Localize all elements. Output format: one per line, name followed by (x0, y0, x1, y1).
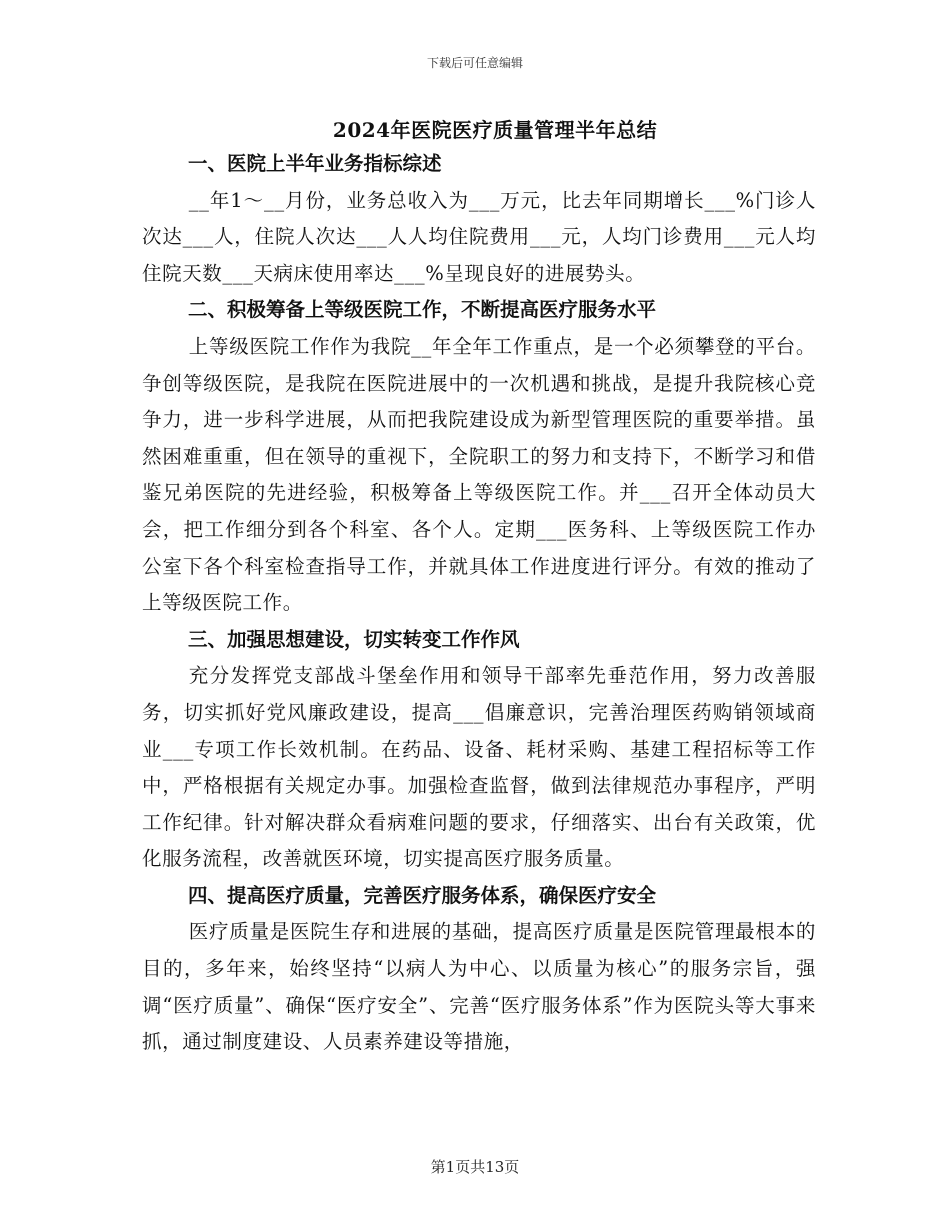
document-title: 2024年医院医疗质量管理半年总结 (332, 118, 658, 142)
section-paragraph-1: __年1～__月份，业务总收入为___万元，比去年同期增长___%门诊人次达___人，住院人次达___人人均住院费用___元，人均门诊费用___元人均住院天数___天病床使用率达___%呈现良好的进展势头。 (142, 188, 816, 285)
header-note: 下载后可任意编辑 (426, 56, 523, 70)
document-body (142, 146, 816, 1061)
section-heading-1: 一、医院上半年业务指标综述 (188, 152, 442, 175)
section-paragraph-2: 上等级医院工作作为我院__年全年工作重点，是一个必须攀登的平台。争创等级医院，是我院在医院进展中的一次机遇和挑战，是提升我院核心竞争力，进一步科学进展，从而把我院建设成为新型管理医院的重要举措。虽然困难重重，但在领导的重视下，全院职工的努力和支持下，不断学习和借鉴兄弟医院的先进经验，积极筹备上等级医院工作。并___召开全体动员大会，把工作细分到各个科室、各个人。定期___医务科、上等级医院工作办公室下各个科室检查指导工作，并就具体工作进度进行评分。有效的推动了上等级医院工作。 (142, 334, 816, 615)
section-heading-4: 四、提高医疗质量，完善医疗服务体系，确保医疗安全 (188, 883, 657, 907)
section-paragraph-3: 充分发挥党支部战斗堡垒作用和领导干部率先垂范作用，努力改善服务，切实抓好党风廉政建设，提高___倡廉意识，完善治理医药购销领域商业___专项工作长效机制。在药品、设备、耗材采购、基建工程招标等工作中，严格根据有关规定办事。加强检查监督，做到法律规范办事程序，严明工作纪律。针对解决群众看病难问题的要求，仔细落实、出台有关政策，优化服务流程，改善就医环境，切实提高医疗服务质量。 (142, 664, 816, 871)
section-heading-2: 二、积极筹备上等级医院工作，不断提高医疗服务水平 (188, 298, 657, 322)
page-footer: 第1页共13页 (430, 1158, 520, 1176)
section-heading-3: 三、加强思想建设，切实转变工作作风 (188, 627, 520, 651)
section-paragraph-4: 医疗质量是医院生存和进展的基础，提高医疗质量是医院管理最根本的目的，多年来，始终坚持“以病人为中心、以质量为核心”的服务宗旨，强调“医疗质量”、确保“医疗安全”、完善“医疗服务体系”作为医院头等大事来抓，通过制度建设、人员素养建设等措施， (142, 920, 816, 1054)
